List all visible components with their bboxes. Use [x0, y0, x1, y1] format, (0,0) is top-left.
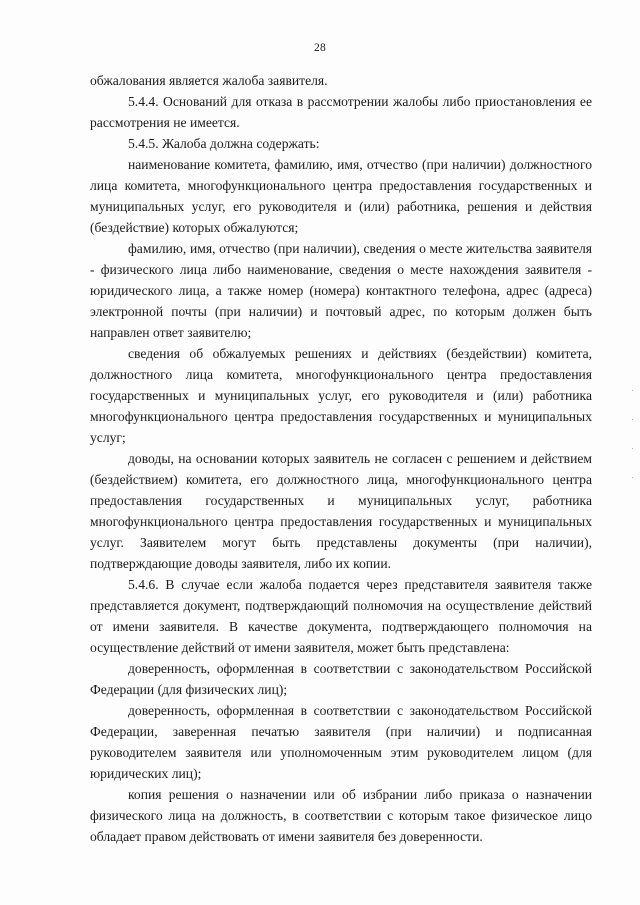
paragraph-item-decisions: сведения об обжалуемых решениях и действиях (бездействии) комитета, должностного лица комитета, многофункционального центра предоставления государственных и муниципальных услуг, его руководителя и (или) работника многофункционального центра предоставления государственных и муниципальных услуг; [90, 346, 592, 445]
paragraph-continuation: обжалования является жалоба заявителя. [90, 73, 328, 88]
paragraph-5-4-5: 5.4.5. Жалоба должна содержать: [128, 136, 320, 151]
paragraph-item-name: наименование комитета, фамилию, имя, отчество (при наличии) должностного лица комитета, многофункционального центра предоставления государственных и муниципальных услуг, его руководителя и (или) работника, решения и действия (бездействие) которых обжалуются; [90, 157, 592, 235]
paragraph-power-of-attorney-individuals: доверенность, оформленная в соответствии с законодательством Российской Федерации (для физических лиц); [90, 661, 592, 697]
paragraph-appointment-decision-copy: копия решения о назначении или об избрании либо приказа о назначении физического лица на должность, в соответствии с которым такое физическое лицо обладает правом действовать от имени заявителя без доверенности. [90, 787, 592, 844]
scan-edge-marks [632, 390, 634, 510]
scan-speck [632, 477, 633, 478]
paragraph-5-4-4: 5.4.4. Оснований для отказа в рассмотрении жалобы либо приостановления ее рассмотрения не имеется. [90, 94, 592, 130]
document-body [90, 70, 592, 847]
paragraph-power-of-attorney-legal-entities: доверенность, оформленная в соответствии с законодательством Российской Федерации, заверенная печатью заявителя (при наличии) и подписанная руководителем заявителя или уполномоченным этим руководителем лицом (для юридических лиц); [90, 703, 592, 781]
paragraph-item-applicant-details: фамилию, имя, отчество (при наличии), сведения о месте жительства заявителя - физического лица либо наименование, сведения о месте нахождения заявителя - юридического лица, а также номер (номера) контактного телефона, адрес (адреса) электронной почты (при наличии) и почтовый адрес, по которым должен быть направлен ответ заявителю; [90, 241, 592, 340]
paragraph-item-arguments: доводы, на основании которых заявитель не согласен с решением и действием (бездействием) комитета, его должностного лица, многофункционального центра предоставления государственных и муниципальных услуг, работника многофункционального центра предоставления государственных и муниципальных услуг. Заявителем могут быть представлены документы (при наличии), подтверждающие доводы заявителя, либо их копии. [90, 451, 592, 571]
scan-speck [632, 448, 633, 449]
paragraph-5-4-6: 5.4.6. В случае если жалоба подается через представителя заявителя также представляется документ, подтверждающий полномочия на осуществление действий от имени заявителя. В качестве документа, подтверждающего полномочия на осуществление действий от имени заявителя, может быть представлена: [90, 577, 592, 655]
scan-speck [632, 390, 633, 391]
scan-speck [632, 419, 633, 420]
page-number: 28 [314, 42, 326, 54]
